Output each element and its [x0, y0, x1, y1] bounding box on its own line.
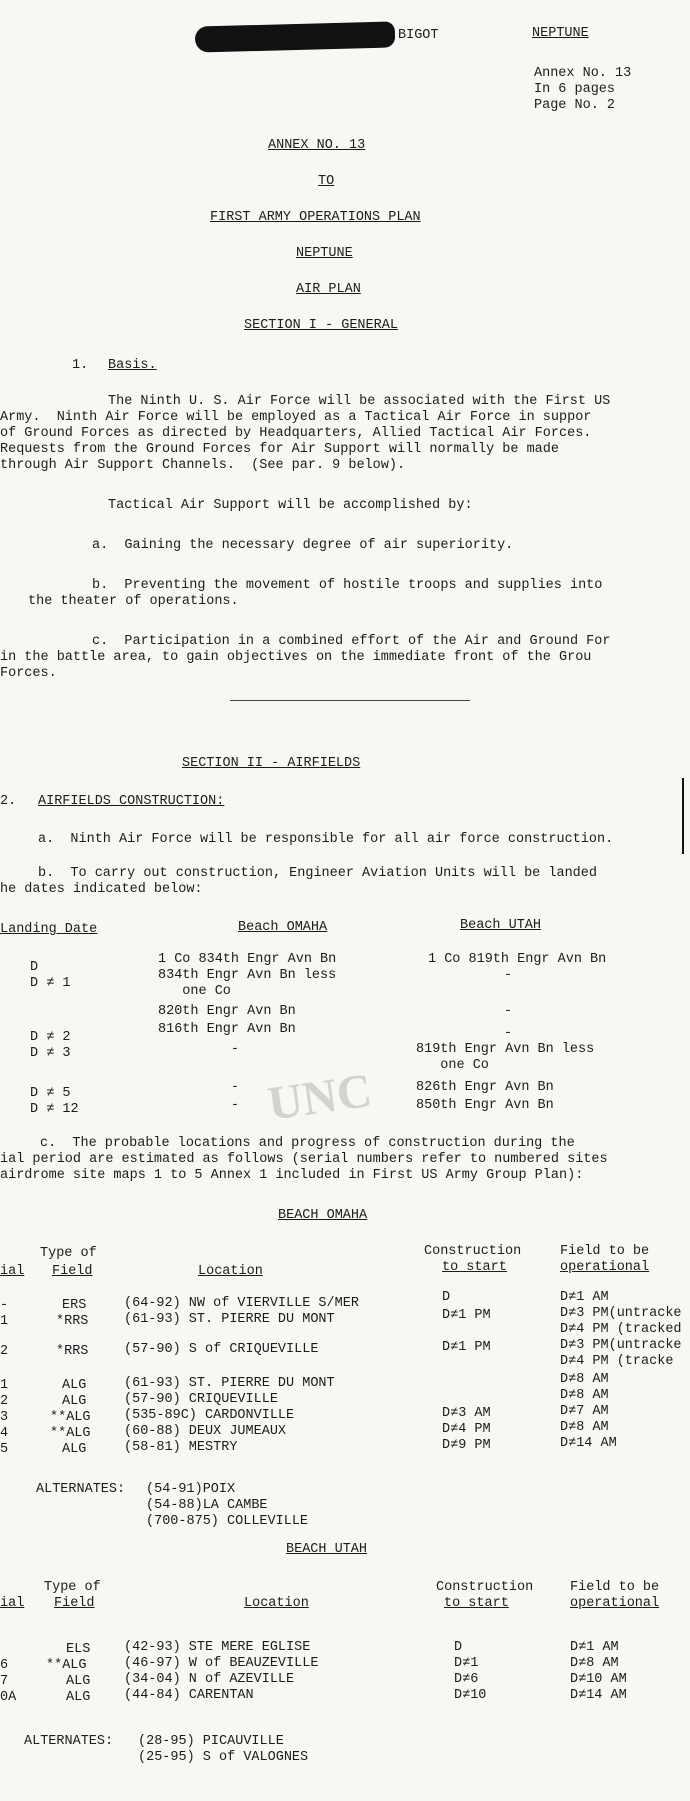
table-cell-type: ALG	[66, 1690, 91, 1705]
table-cell-construction: D≠10	[454, 1688, 487, 1703]
item-b-line: the theater of operations.	[28, 594, 239, 609]
basis-para-line: Requests from the Ground Forces for Air Support will normally be made	[0, 442, 559, 457]
landing-header-omaha: Beach OMAHA	[238, 920, 328, 935]
beach-utah-title: BEACH UTAH	[286, 1542, 368, 1557]
table-cell-serial: 1	[0, 1314, 9, 1329]
table-cell-location: (61-93) ST. PIERRE DU MONT	[124, 1312, 335, 1327]
item-2b-line: he dates indicated below:	[0, 882, 203, 897]
table-cell-location: (64-92) NW of VIERVILLE S/MER	[124, 1296, 359, 1311]
table-cell-serial: 4	[0, 1426, 9, 1441]
basis-para-line: of Ground Forces as directed by Headquarters, Allied Tactical Air Forces.	[0, 426, 592, 441]
col-serial-header: ial	[0, 1596, 25, 1611]
table-cell-serial: 2	[0, 1344, 9, 1359]
landing-omaha-unit: 816th Engr Avn Bn	[158, 1022, 296, 1037]
codename-title: NEPTUNE	[296, 246, 353, 261]
table-cell-location: (58-81) MESTRY	[124, 1440, 238, 1455]
table-cell-operational: D≠1 AM	[570, 1640, 619, 1655]
landing-utah-unit: 826th Engr Avn Bn	[416, 1080, 554, 1095]
item-1-number: 1.	[72, 358, 89, 373]
table-cell-location: (57-90) CRIQUEVILLE	[124, 1392, 278, 1407]
basis-para-line: through Air Support Channels. (See par. 9 below).	[0, 458, 406, 473]
landing-omaha-unit: one Co	[158, 984, 231, 999]
col-type-header: Field	[52, 1264, 93, 1279]
table-cell-location: (57-90) S of CRIQUEVILLE	[124, 1342, 319, 1357]
table-cell-construction: D≠1 PM	[442, 1340, 491, 1355]
utah-alternate: (25-95) S of VALOGNES	[138, 1750, 309, 1765]
table-cell-operational: D≠8 AM	[570, 1656, 619, 1671]
annex-number: Annex No. 13	[534, 66, 632, 81]
table-cell-type: ALG	[62, 1378, 87, 1393]
col-construction-header: to start	[444, 1596, 509, 1611]
table-cell-location: (42-93) STE MERE EGLISE	[124, 1640, 311, 1655]
landing-omaha-unit: 1 Co 834th Engr Avn Bn	[158, 952, 337, 967]
table-cell-serial: -	[0, 1298, 9, 1313]
table-cell-type: ERS	[62, 1298, 87, 1313]
utah-alternates-label: ALTERNATES:	[24, 1734, 114, 1749]
landing-date: D ≠ 1	[30, 976, 71, 991]
table-cell-construction: D	[454, 1640, 463, 1655]
table-cell-serial: 1	[0, 1378, 9, 1393]
item-c-line: in the battle area, to gain objectives on the immediate front of the Grou	[0, 650, 592, 665]
table-cell-operational: D≠8 AM	[560, 1388, 609, 1403]
item-2c-line: c. The probable locations and progress of construction during the	[40, 1136, 575, 1151]
table-cell-location: (535-89C) CARDONVILLE	[124, 1408, 295, 1423]
landing-utah-unit: -	[504, 968, 513, 983]
table-cell-type: **ALG	[50, 1426, 91, 1441]
item-2-title: AIRFIELDS CONSTRUCTION:	[38, 794, 225, 809]
table-cell-operational: D≠8 AM	[560, 1372, 609, 1387]
landing-utah-unit: -	[504, 1004, 513, 1019]
table-cell-serial: 0A	[0, 1690, 17, 1705]
item-2b-line: b. To carry out construction, Engineer Aviation Units will be landed	[38, 866, 597, 881]
margin-mark	[682, 778, 684, 854]
table-cell-operational: D≠14 AM	[560, 1436, 617, 1451]
item-a: a. Gaining the necessary degree of air superiority.	[92, 538, 514, 553]
table-cell-construction: D≠6	[454, 1672, 479, 1687]
landing-date: D ≠ 5	[30, 1086, 71, 1101]
beach-omaha-title: BEACH OMAHA	[278, 1208, 368, 1223]
item-2a: a. Ninth Air Force will be responsible for all air force construction.	[38, 832, 614, 847]
landing-date: D ≠ 2	[30, 1030, 71, 1045]
table-cell-type: *RRS	[56, 1314, 89, 1329]
landing-header-date: Landing Date	[0, 922, 98, 937]
table-cell-operational: D≠14 AM	[570, 1688, 627, 1703]
table-cell-construction: D≠1 PM	[442, 1308, 491, 1323]
table-cell-location: (61-93) ST. PIERRE DU MONT	[124, 1376, 335, 1391]
utah-alternate: (28-95) PICAUVILLE	[138, 1734, 284, 1749]
table-cell-type: ALG	[62, 1442, 87, 1457]
subject-title: AIR PLAN	[296, 282, 361, 297]
landing-utah-unit: 850th Engr Avn Bn	[416, 1098, 554, 1113]
basis-para-line: Army. Ninth Air Force will be employed as a Tactical Air Force in suppor	[0, 410, 592, 425]
landing-omaha-unit: 820th Engr Avn Bn	[158, 1004, 296, 1019]
omaha-alternate: (54-91)POIX	[146, 1482, 236, 1497]
table-cell-construction: D≠4 PM	[442, 1422, 491, 1437]
table-cell-type: ELS	[66, 1642, 91, 1657]
landing-header-utah: Beach UTAH	[460, 918, 542, 933]
col-operational-header: Field to be	[570, 1580, 660, 1595]
table-cell-operational: D≠3 PM(untracke	[560, 1338, 682, 1353]
item-c-line: c. Participation in a combined effort of the Air and Ground For	[92, 634, 611, 649]
item-2-number: 2.	[0, 794, 17, 809]
col-construction-header: Construction	[436, 1580, 534, 1595]
col-operational-header: operational	[570, 1596, 660, 1611]
omaha-alternate: (54-88)LA CAMBE	[146, 1498, 268, 1513]
omaha-alternates-label: ALTERNATES:	[36, 1482, 126, 1497]
col-serial-header: ial	[0, 1264, 25, 1279]
landing-utah-unit: 1 Co 819th Engr Avn Bn	[428, 952, 607, 967]
table-cell-operational: D≠7 AM	[560, 1404, 609, 1419]
landing-omaha-unit: -	[158, 1098, 240, 1113]
item-1-title: Basis.	[108, 358, 157, 373]
table-cell-operational: D≠4 PM (tracke	[560, 1354, 674, 1369]
table-cell-construction: D≠9 PM	[442, 1438, 491, 1453]
item-2c-line: airdrome site maps 1 to 5 Annex 1 included in First US Army Group Plan):	[0, 1168, 584, 1183]
table-cell-construction: D	[442, 1290, 451, 1305]
item-c-line: Forces.	[0, 666, 57, 681]
col-type-header: Field	[54, 1596, 95, 1611]
table-cell-construction: D≠1	[454, 1656, 479, 1671]
tactical-support-intro: Tactical Air Support will be accomplished by:	[108, 498, 473, 513]
col-construction-header: Construction	[424, 1244, 522, 1259]
col-construction-header: to start	[442, 1260, 507, 1275]
item-b-line: b. Preventing the movement of hostile troops and supplies into	[92, 578, 603, 593]
section-1-heading: SECTION I - GENERAL	[244, 318, 398, 333]
table-cell-type: ALG	[66, 1674, 91, 1689]
section-divider	[230, 700, 470, 701]
landing-omaha-unit: -	[158, 1080, 240, 1095]
landing-utah-unit: 819th Engr Avn Bn less	[416, 1042, 595, 1057]
table-cell-operational: D≠8 AM	[560, 1420, 609, 1435]
table-cell-serial: 6	[0, 1658, 9, 1673]
table-cell-operational: D≠10 AM	[570, 1672, 627, 1687]
classification-label: BIGOT	[398, 28, 439, 43]
table-cell-type: ALG	[62, 1394, 87, 1409]
table-cell-location: (34-04) N of AZEVILLE	[124, 1672, 295, 1687]
page-count: In 6 pages	[534, 82, 616, 97]
redaction-bar	[195, 21, 396, 52]
table-cell-type: *RRS	[56, 1344, 89, 1359]
landing-omaha-unit: 834th Engr Avn Bn less	[158, 968, 337, 983]
annex-title: ANNEX NO. 13	[268, 138, 366, 153]
table-cell-location: (60-88) DEUX JUMEAUX	[124, 1424, 287, 1439]
landing-date: D ≠ 12	[30, 1102, 79, 1117]
table-cell-serial: 2	[0, 1394, 9, 1409]
landing-date: D ≠ 3	[30, 1046, 71, 1061]
table-cell-location: (44-84) CARENTAN	[124, 1688, 254, 1703]
table-cell-type: **ALG	[50, 1410, 91, 1425]
col-type-header: Type of	[40, 1246, 97, 1261]
table-cell-type: **ALG	[46, 1658, 87, 1673]
table-cell-serial: 5	[0, 1442, 9, 1457]
col-type-header: Type of	[44, 1580, 101, 1595]
codename-label: NEPTUNE	[532, 26, 589, 41]
table-cell-operational: D≠4 PM (tracked	[560, 1322, 682, 1337]
title-to: TO	[318, 174, 335, 189]
table-cell-operational: D≠3 PM(untracke	[560, 1306, 682, 1321]
unclassified-stamp: UNC	[264, 1063, 375, 1131]
table-cell-operational: D≠1 AM	[560, 1290, 609, 1305]
landing-utah-unit: one Co	[416, 1058, 489, 1073]
item-2c-line: ial period are estimated as follows (serial numbers refer to numbered sites	[0, 1152, 608, 1167]
col-operational-header: Field to be	[560, 1244, 650, 1259]
table-cell-location: (46-97) W of BEAUZEVILLE	[124, 1656, 319, 1671]
col-operational-header: operational	[560, 1260, 650, 1275]
landing-utah-unit: -	[504, 1026, 513, 1041]
table-cell-construction: D≠3 AM	[442, 1406, 491, 1421]
table-cell-serial: 3	[0, 1410, 9, 1425]
section-2-heading: SECTION II - AIRFIELDS	[182, 756, 361, 771]
col-location-header: Location	[244, 1596, 309, 1611]
landing-omaha-unit: -	[158, 1042, 240, 1057]
landing-date: D	[30, 960, 39, 975]
basis-para-line: The Ninth U. S. Air Force will be associated with the First US	[108, 394, 611, 409]
plan-title: FIRST ARMY OPERATIONS PLAN	[210, 210, 421, 225]
page-number: Page No. 2	[534, 98, 616, 113]
table-cell-serial: 7	[0, 1674, 9, 1689]
col-location-header: Location	[198, 1264, 263, 1279]
omaha-alternate: (700-875) COLLEVILLE	[146, 1514, 309, 1529]
